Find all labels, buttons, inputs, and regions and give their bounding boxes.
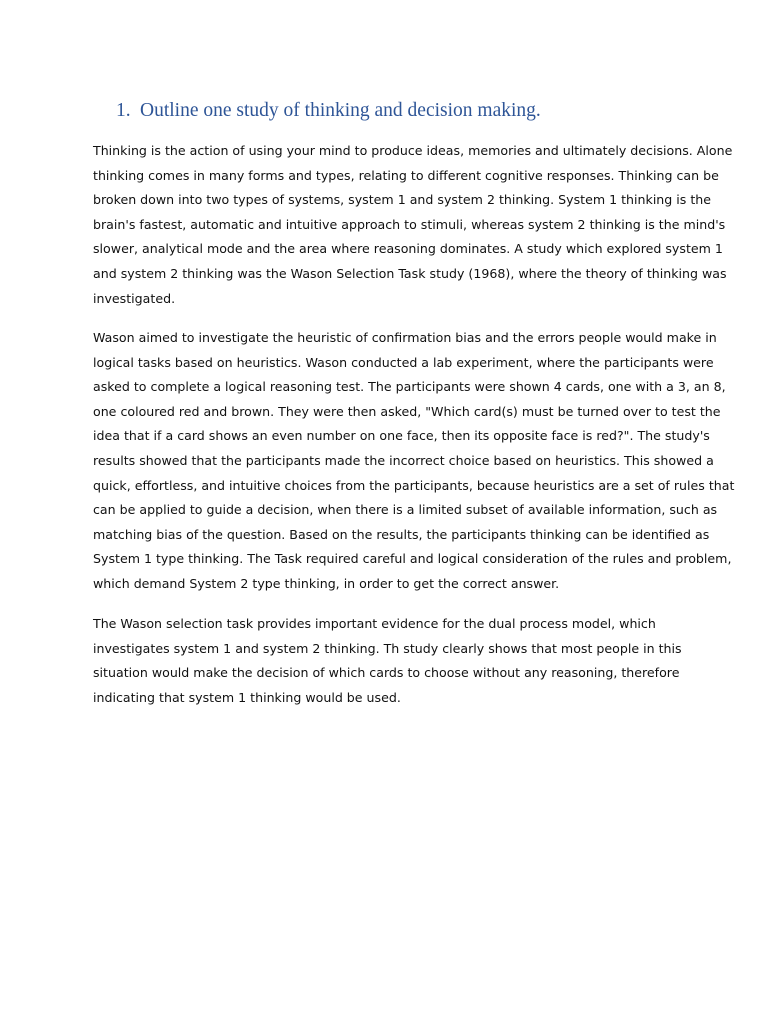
paragraph-line: indicating that system 1 thinking would be used. <box>93 689 401 705</box>
paragraph-line: investigates system 1 and system 2 thinking. Th study clearly shows that most people in this <box>93 640 682 656</box>
heading-text: Outline one study of thinking and decision making. <box>140 100 541 121</box>
paragraph-line: Thinking is the action of using your mind to produce ideas, memories and ultimately decisions. Alone <box>93 143 733 158</box>
paragraph-line: brain's fastest, automatic and intuitive approach to stimuli, whereas system 2 thinking is the mind's <box>93 216 726 232</box>
paragraph-line: can be applied to guide a decision, when there is a limited subset of available information, such as <box>93 502 718 518</box>
paragraph-line: slower, analytical mode and the area where reasoning dominates. A study which explored system 1 <box>93 241 723 257</box>
section-heading <box>116 100 541 122</box>
paragraph-line: broken down into two types of systems, system 1 and system 2 thinking. System 1 thinking is the <box>93 192 712 208</box>
paragraph-line: matching bias of the question. Based on the results, the participants thinking can be identified as <box>93 526 710 542</box>
paragraph-3 <box>93 612 685 710</box>
paragraph-line: thinking comes in many forms and types, relating to different cognitive responses. Thinking can be <box>93 167 719 183</box>
paragraph-line: which demand System 2 type thinking, in order to get the correct answer. <box>93 575 560 591</box>
paragraph-line: results showed that the participants made the incorrect choice based on heuristics. This showed a <box>93 452 714 468</box>
paragraph-line: idea that if a card shows an even number on one face, then its opposite face is red?". The study's <box>93 428 710 444</box>
paragraph-line: Wason aimed to investigate the heuristic of confirmation bias and the errors people would make in <box>93 330 717 345</box>
paragraph-line: one coloured red and brown. They were then asked, "Which card(s) must be turned over to test the <box>93 403 721 419</box>
paragraph-line: logical tasks based on heuristics. Wason conducted a lab experiment, where the participants were <box>93 354 714 370</box>
paragraph-line: asked to complete a logical reasoning test. The participants were shown 4 cards, one with a 3, an 8, <box>93 379 726 395</box>
heading-number: 1. <box>116 100 131 121</box>
paragraph-line: and system 2 thinking was the Wason Selection Task study (1968), where the theory of thinking was <box>93 265 727 281</box>
paragraph-line: System 1 type thinking. The Task required careful and logical consideration of the rules and problem, <box>93 551 732 567</box>
paragraph-line: quick, effortless, and intuitive choices from the participants, because heuristics are a set of rules that <box>93 477 735 493</box>
paragraph-line: investigated. <box>93 290 176 306</box>
paragraph-1 <box>93 139 733 311</box>
paragraph-line: situation would make the decision of which cards to choose without any reasoning, therefore <box>93 665 680 681</box>
paragraph-2 <box>93 326 735 597</box>
paragraph-line: The Wason selection task provides important evidence for the dual process model, which <box>93 616 656 631</box>
